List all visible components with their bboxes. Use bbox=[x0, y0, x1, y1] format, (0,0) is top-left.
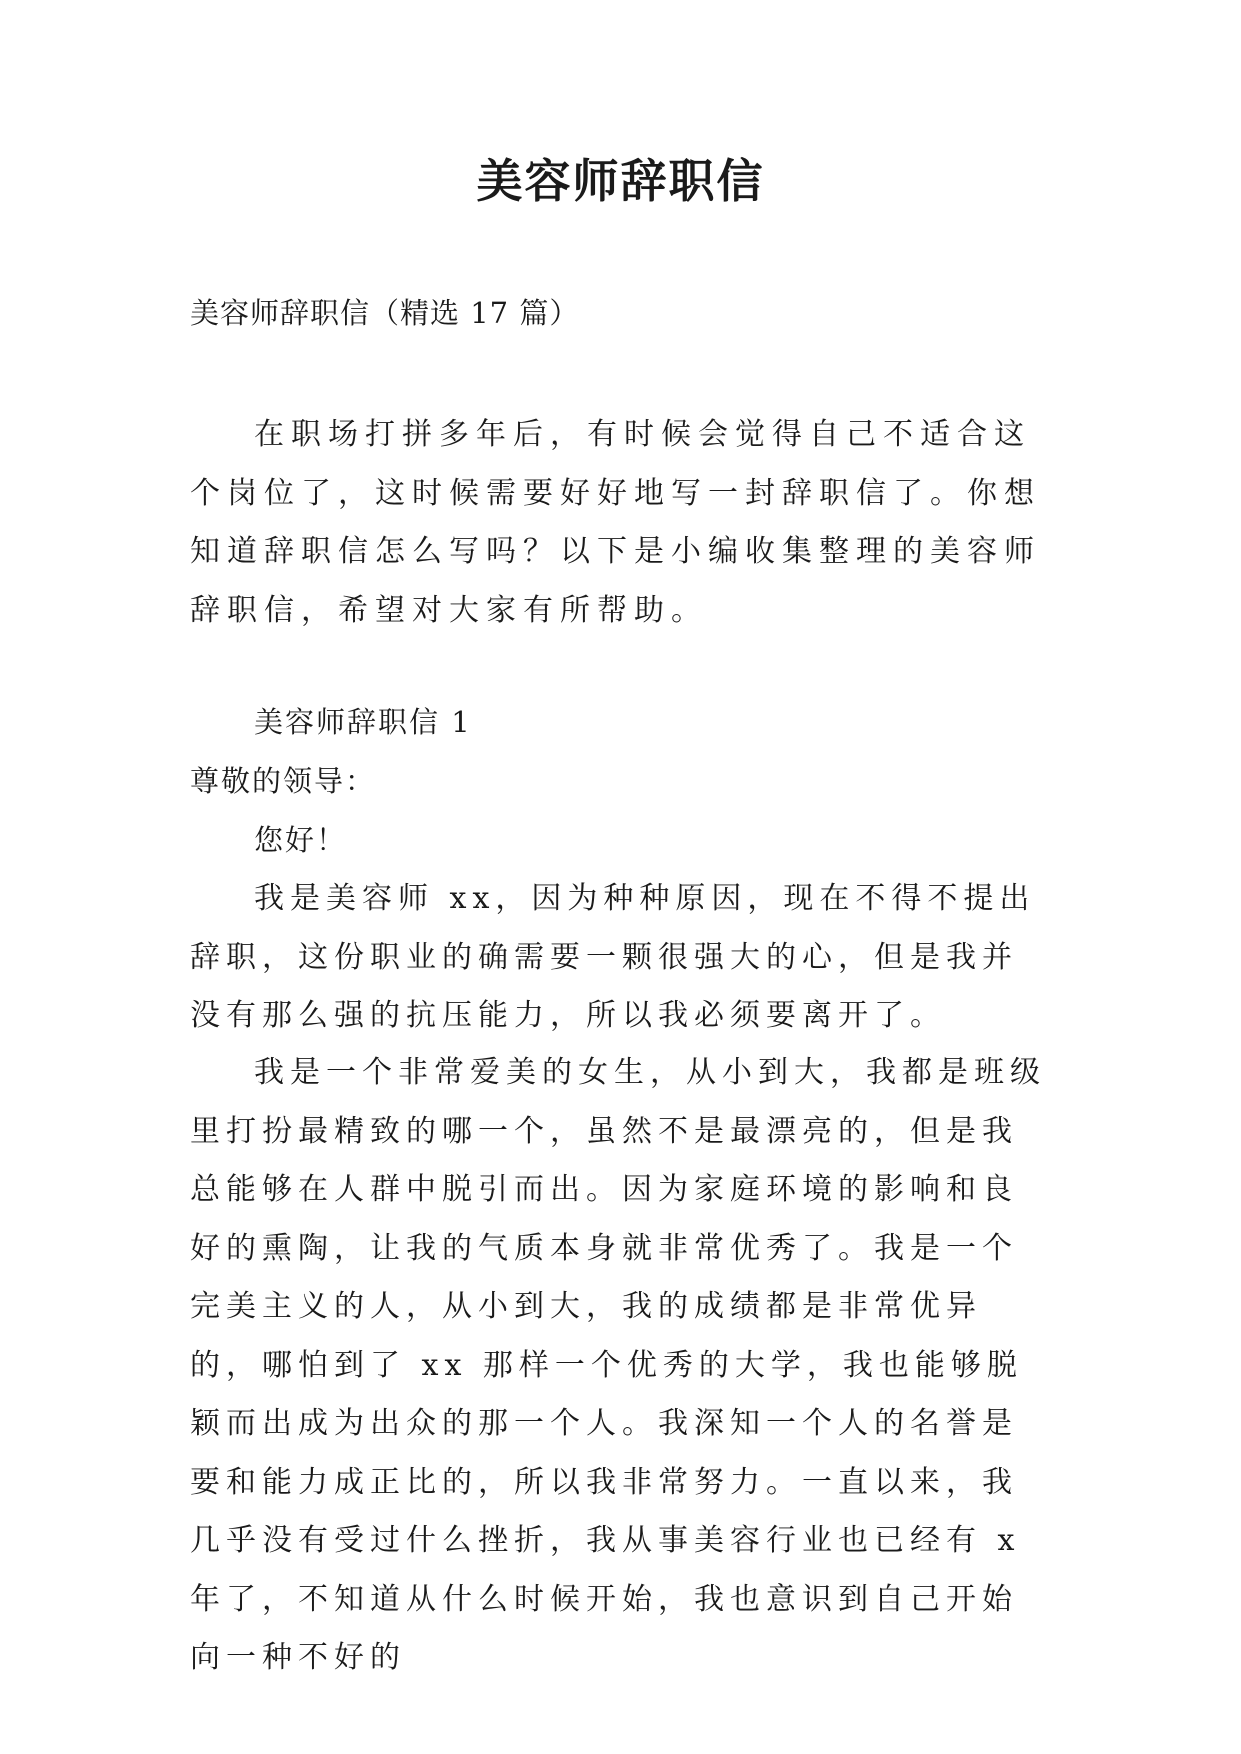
intro-paragraph: 在职场打拼多年后，有时候会觉得自己不适合这个岗位了，这时候需要好好地写一封辞职信了。你想知道辞职信怎么写吗？以下是小编收集整理的美容师辞职信，希望对大家有所帮助。 bbox=[190, 417, 1041, 628]
section-heading: 美容师辞职信 1 bbox=[254, 705, 472, 739]
body-paragraph: 我是一个非常爱美的女生，从小到大，我都是班级里打扮最精致的哪一个，虽然不是最漂亮的，但是我总能够在人群中脱引而出。因为家庭环境的影响和良好的熏陶，让我的气质本身就非常优秀了。我是一个完美主义的人，从小到大，我的成绩都是非常优异的，哪怕到了 xx 那样一个优秀的大学，我也能够脱颖而出成为出众的那一个人。我深知一个人的名誉是要和能力成正比的，所以我非常努力。一直以来，我几乎没有受过什么挫折，我从事美容行业也已经有 x 年了，不知道从什么时候开始，我也意识到自己开始向一种不好的 bbox=[190, 1055, 1046, 1675]
document-title: 美容师辞职信 bbox=[476, 154, 765, 208]
document-subtitle: 美容师辞职信（精选 17 篇） bbox=[190, 296, 580, 330]
letter-salutation: 尊敬的领导： bbox=[190, 764, 377, 798]
letter-greeting: 您好！ bbox=[254, 823, 348, 857]
body-paragraph: 我是美容师 xx，因为种种原因，现在不得不提出辞职，这份职业的确需要一颗很强大的心，但是我并没有那么强的抗压能力，所以我必须要离开了。 bbox=[190, 881, 1036, 1033]
